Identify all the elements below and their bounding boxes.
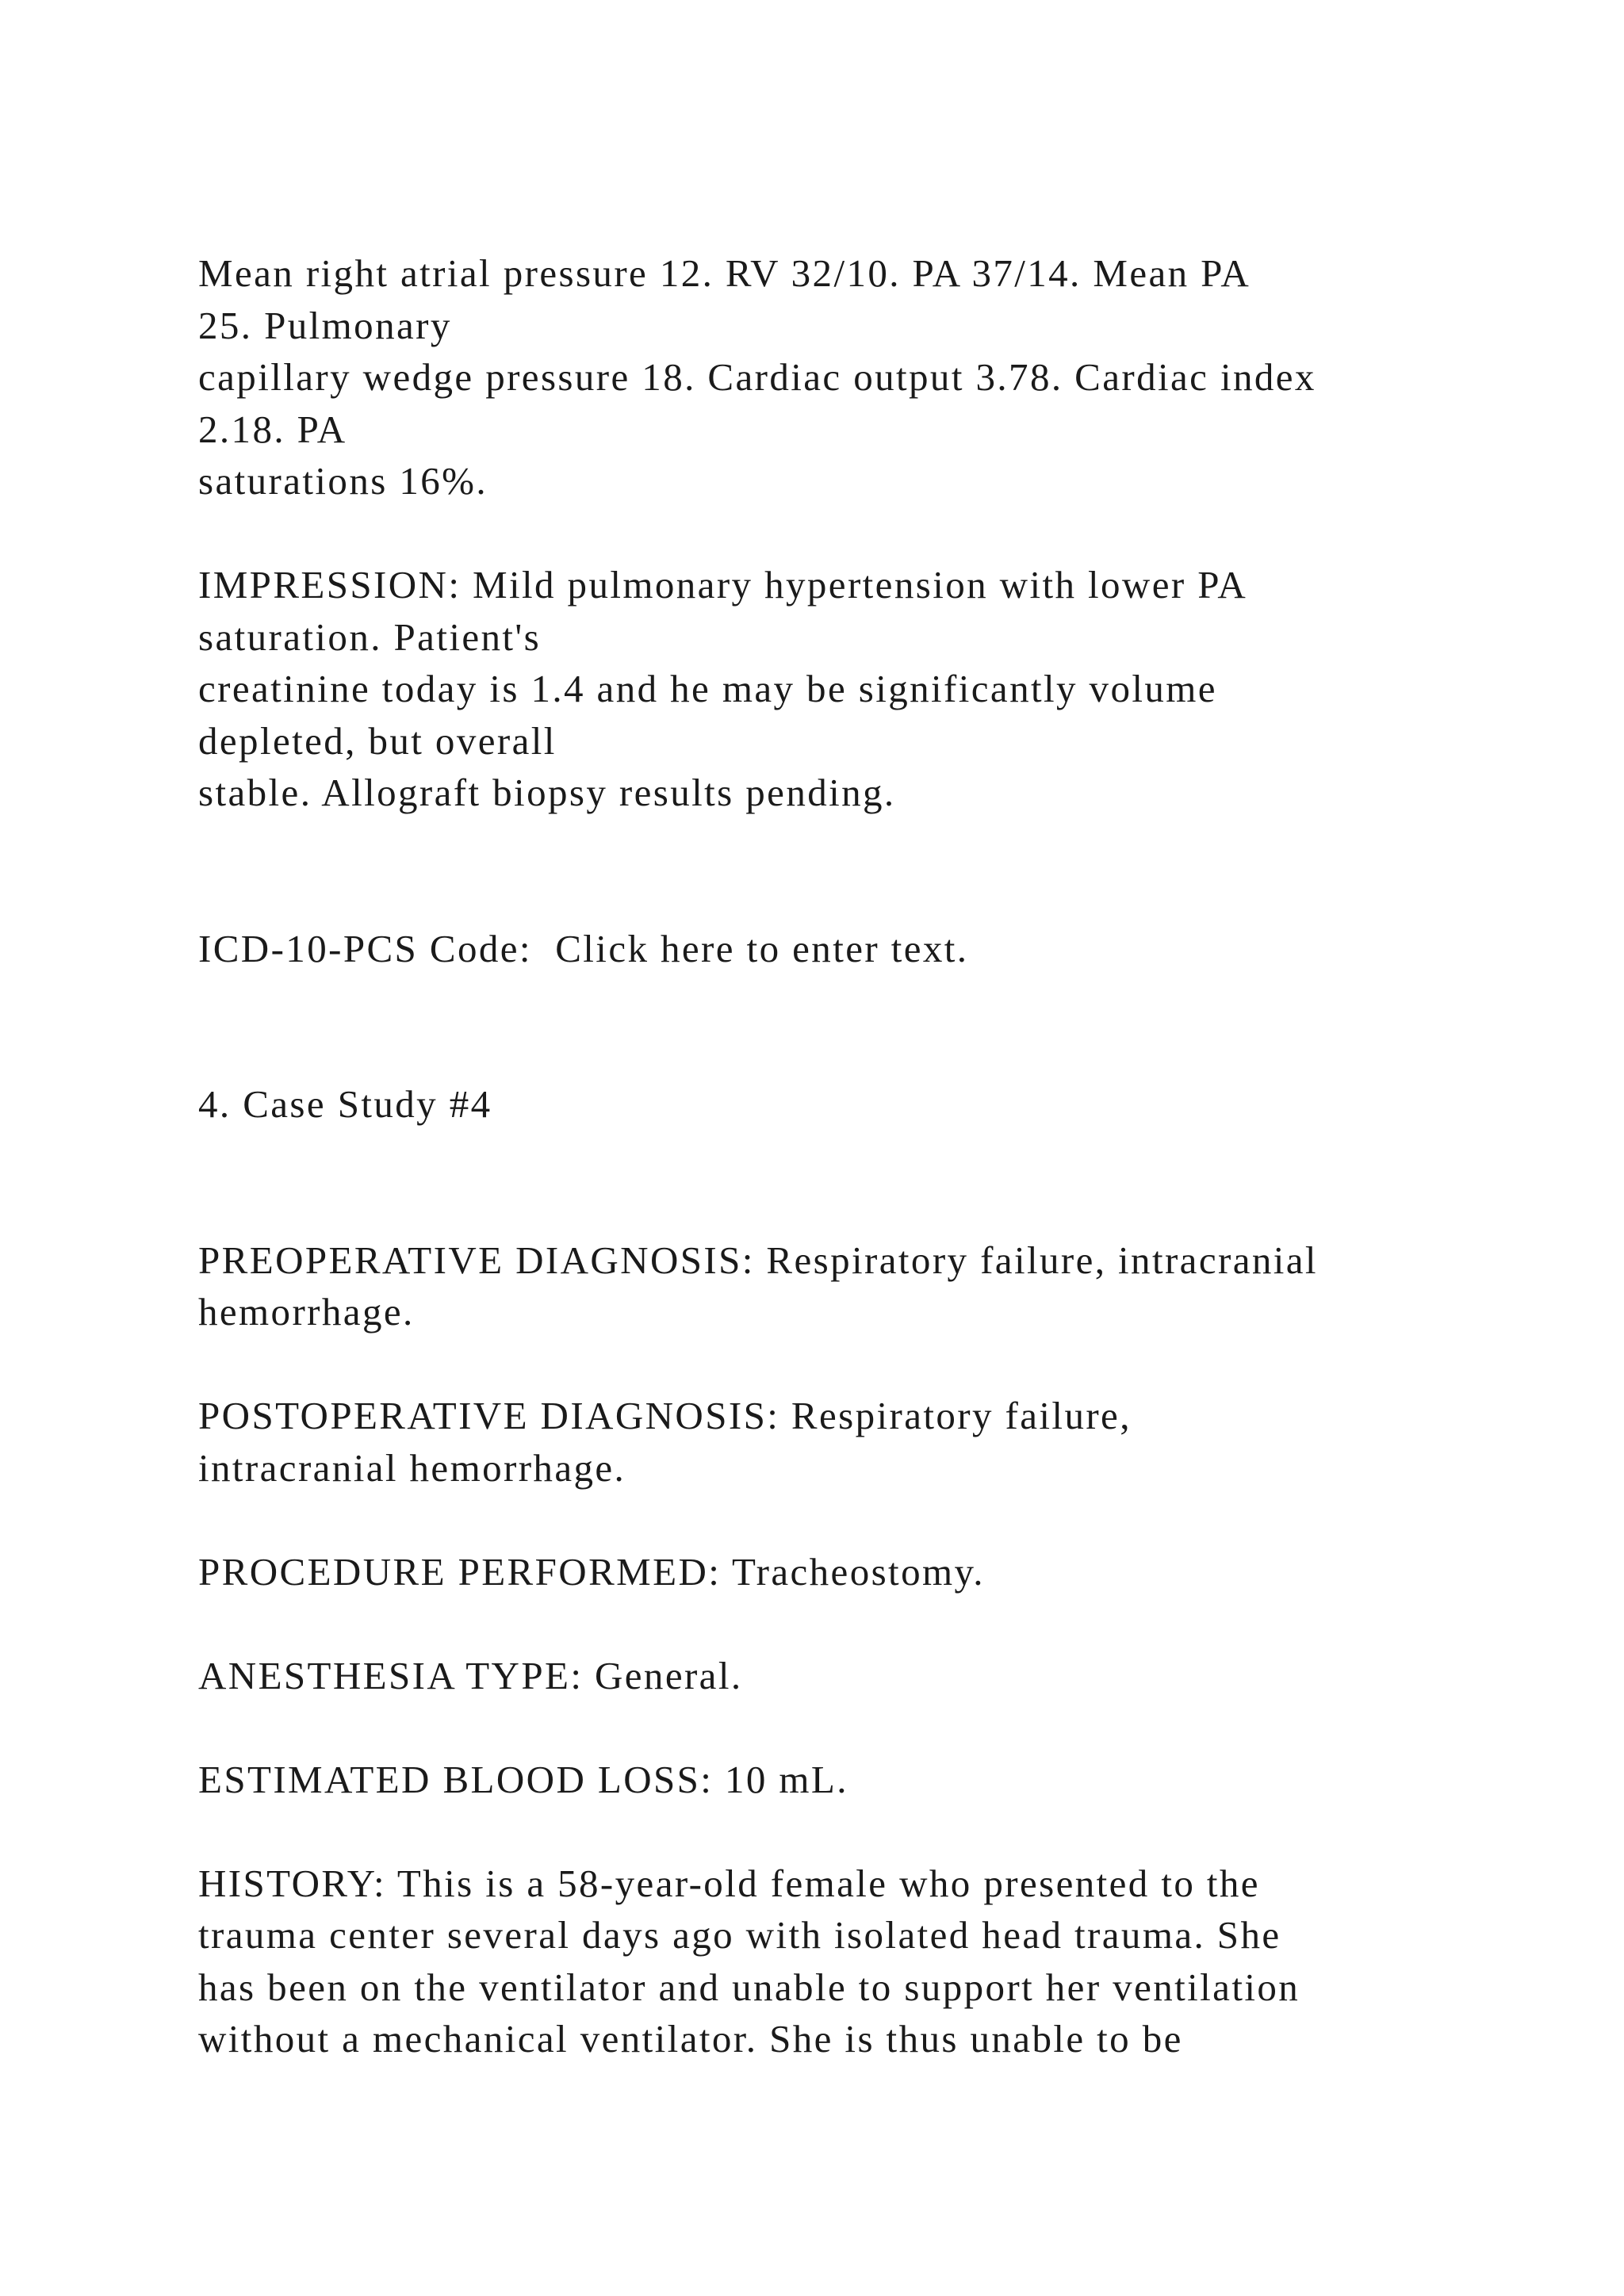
- document-body: [198, 247, 1546, 2065]
- hemodynamics-paragraph: [198, 247, 1546, 507]
- hemodynamics-line: 2.18. PA: [198, 407, 347, 451]
- anesthesia-type: ANESTHESIA TYPE: General.: [198, 1653, 743, 1697]
- hemodynamics-line: Mean right atrial pressure 12. RV 32/10. PA 37/14. Mean PA: [198, 251, 1251, 295]
- procedure-performed: PROCEDURE PERFORMED: Tracheostomy.: [198, 1549, 985, 1594]
- icd-code-input[interactable]: Click here to enter text.: [555, 926, 969, 970]
- history-line: trauma center several days ago with isolated head trauma. She: [198, 1913, 1281, 1957]
- history-line: HISTORY: This is a 58-year-old female who presented to the: [198, 1861, 1260, 1905]
- estimated-blood-loss: ESTIMATED BLOOD LOSS: 10 mL.: [198, 1757, 848, 1801]
- postoperative-line: POSTOPERATIVE DIAGNOSIS: Respiratory failure,: [198, 1394, 1132, 1437]
- icd-code-label: ICD-10-PCS Code:: [198, 926, 556, 970]
- impression-paragraph: [198, 559, 1546, 819]
- impression-line: stable. Allograft biopsy results pending.: [198, 771, 896, 814]
- preoperative-diagnosis: [198, 1234, 1546, 1338]
- impression-line: creatinine today is 1.4 and he may be significantly volume: [198, 667, 1217, 710]
- preoperative-line: hemorrhage.: [198, 1290, 415, 1334]
- postoperative-diagnosis: [198, 1390, 1546, 1494]
- impression-line: depleted, but overall: [198, 718, 557, 763]
- postoperative-line: intracranial hemorrhage.: [198, 1445, 626, 1490]
- hemodynamics-line: saturations 16%.: [198, 459, 488, 503]
- hemodynamics-line: capillary wedge pressure 18. Cardiac output 3.78. Cardiac index: [198, 355, 1316, 399]
- history-line: has been on the ventilator and unable to support her ventilation: [198, 1965, 1300, 2009]
- icd-code-field-row: [198, 923, 1546, 975]
- history-line: without a mechanical ventilator. She is thus unable to be: [198, 2017, 1183, 2061]
- preoperative-line: PREOPERATIVE DIAGNOSIS: Respiratory failure, intracranial: [198, 1238, 1318, 1282]
- impression-line: saturation. Patient's: [198, 614, 542, 659]
- hemodynamics-line: 25. Pulmonary: [198, 303, 452, 347]
- impression-line: IMPRESSION: Mild pulmonary hypertension with lower PA: [198, 563, 1248, 607]
- history-paragraph: [198, 1858, 1546, 2065]
- case-study-heading: 4. Case Study #4: [198, 1082, 492, 1126]
